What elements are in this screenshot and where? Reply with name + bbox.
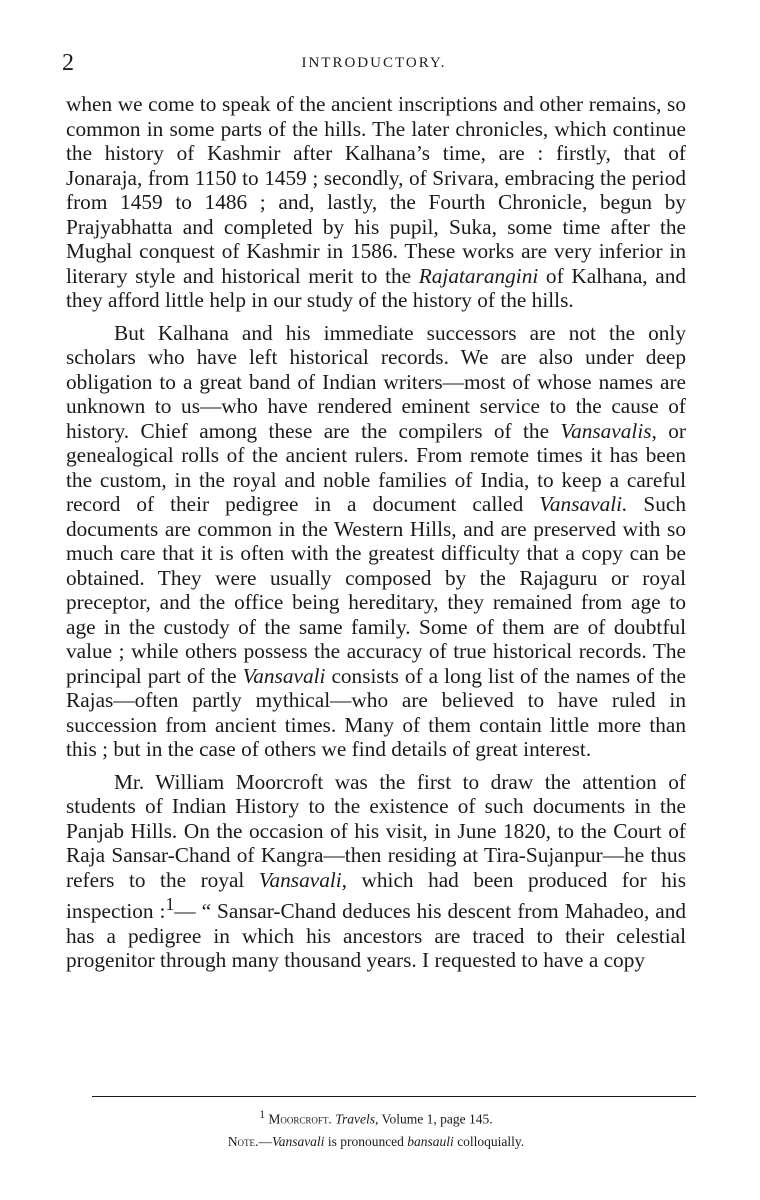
italic-title: Rajatarangini [418, 263, 539, 288]
italic-term: Vansavali [242, 663, 326, 688]
note-label: Note. [227, 1133, 259, 1149]
paragraph [66, 770, 686, 973]
footnote-reference: Volume 1, page 145. [378, 1111, 493, 1127]
footnotes [66, 1104, 686, 1153]
text-run: But Kalhana and his immediate successors are not the only scholars who have left historical records. We are also under deep obligation to a great band of Indian writers—most of whose names are unknown to us—who have rendered eminent service to the cause of history. Chief among these are the compilers of the [66, 320, 686, 443]
italic-term: Vansavali. [539, 492, 628, 516]
note-text: colloquially. [453, 1133, 525, 1149]
note-text: is pronounced [324, 1133, 408, 1149]
note-term: Vansavali [271, 1133, 325, 1149]
note-term: bansauli [407, 1133, 454, 1149]
text-run: Mr. William Moorcroft was the first to draw the attention of students of Indian History to the existence of such documents in the Panjab Hills. On the occasion of his visit, in June 1820, to the Court of Raja Sansar-Chand of Kangra—then residing at Tira-Sujanpur—he thus refers to the royal [66, 769, 686, 892]
paragraph [66, 92, 686, 313]
text-run: — “ Sansar-Chand deduces his descent from Mahadeo, and has a pedigree in which his ancestors are traced to their celestial progenitor through many thousand years. I requested to have a copy [66, 899, 687, 973]
page-header [62, 48, 686, 78]
text-run: consists of a long list of the names of the Rajas—often partly mythical—who are believed to have ruled in succession from ancient times. Many of them contain little more than this ; but in the case of others we find details of great interest. [66, 663, 686, 761]
italic-term: Vansavali, [258, 867, 347, 892]
footnote-author: Moorcroft. [265, 1111, 332, 1127]
note [66, 1131, 686, 1153]
footnote-title: Travels, [335, 1111, 379, 1127]
footnote [66, 1104, 686, 1131]
footnote-number: 1 [259, 1109, 266, 1121]
text-run: which had been produced for his inspection : [66, 867, 686, 924]
text-run: or genealogical rolls of the ancient rulers. From remote times it has been the custom, in the royal and noble families of India, to keep a careful record of their pedigree in a document called [66, 418, 686, 516]
text-run: of Kalhana, and they afford little help in our study of the history of the hills. [66, 263, 686, 312]
text-run: when we come to speak of the ancient inscriptions and other remains, so common in some parts of the hills. The later chronicles, which continue the history of Kashmir after Kalhana’s time, are : firstly, that of Jonaraja, from 1150 to 1459 ; secondly, of Srivara, embracing the period from 1459 to 1486 ; and, lastly, the Fourth Chronicle, begun by Prajyabhatta and completed by his pupil, Suka, some time after the Mughal conquest of Kashmir in 1586. These works are very inferior in literary style and historical merit to the [66, 92, 686, 288]
page-number: 2 [62, 50, 74, 76]
italic-term: Vansavalis, [560, 418, 657, 443]
note-dash: — [258, 1133, 272, 1149]
running-head: INTRODUCTORY. [301, 55, 447, 71]
footnote-divider [92, 1096, 696, 1097]
body-text [66, 92, 686, 981]
text-run: Such documents are common in the Western Hills, and are preserved with so much care that it is often with the greatest difficulty that a copy can be obtained. They were usually composed by the Rajaguru or royal preceptor, and the office being hereditary, they remained from age to age in the custody of the same family. Some of them are of doubtful value ; while others possess the accuracy of true historical records. The principal part of the [66, 492, 686, 688]
footnote-marker: 1 [165, 894, 175, 914]
paragraph [66, 321, 686, 762]
